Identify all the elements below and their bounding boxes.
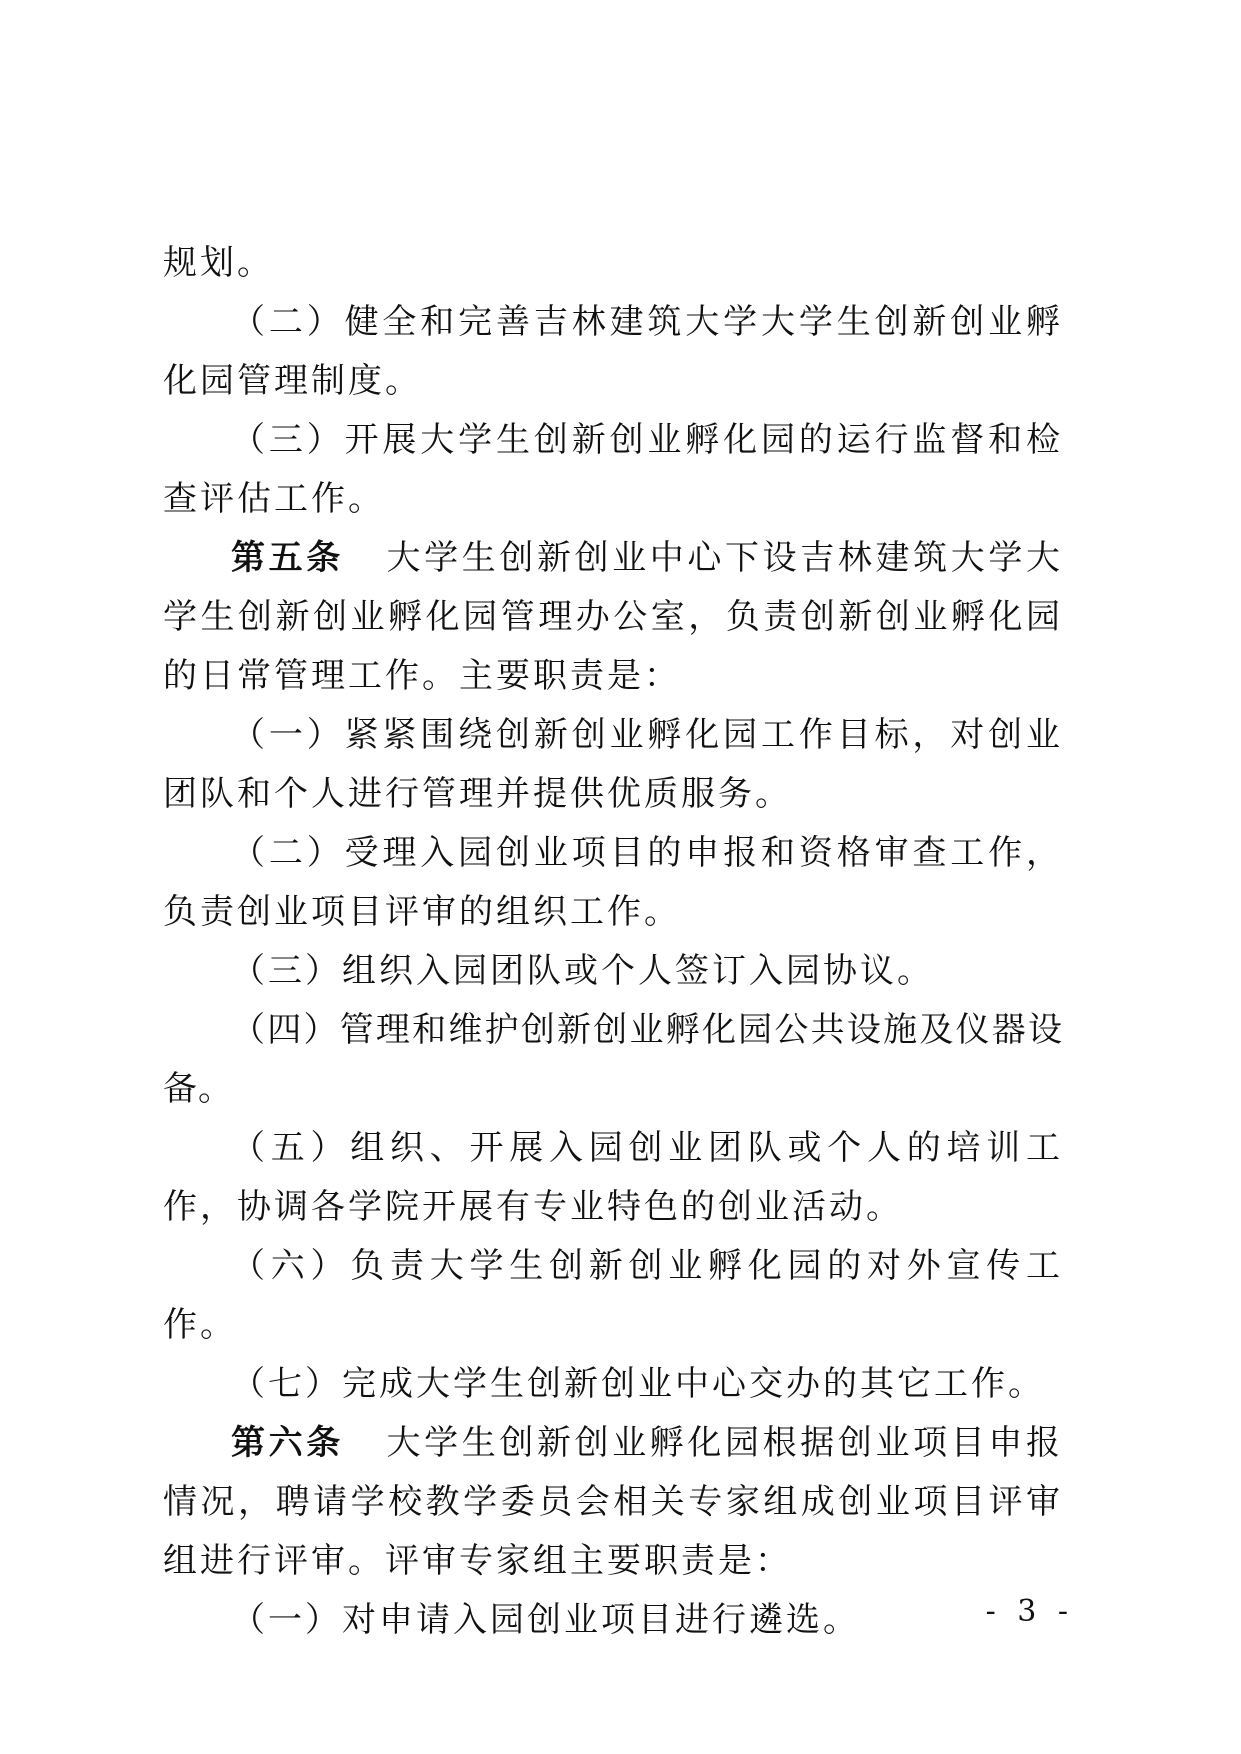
article-6	[163, 1414, 1063, 1591]
article-heading: 第六条	[231, 1423, 344, 1463]
page-number: - 3 -	[985, 1594, 1074, 1629]
paragraph-10	[163, 1237, 1063, 1355]
paragraph-11	[163, 1355, 1063, 1414]
article-5	[163, 529, 1063, 706]
paragraph-text: （二）受理入园创业项目的申报和资格审查工作，负责创业项目评审的组织工作。	[163, 833, 1063, 932]
paragraph-6	[163, 824, 1063, 942]
paragraph-text: （三）组织入园团队或个人签订入园协议。	[231, 951, 934, 991]
paragraph-2	[163, 293, 1063, 411]
paragraph-5	[163, 706, 1063, 824]
paragraph-text: （二）健全和完善吉林建筑大学大学生创新创业孵化园管理制度。	[163, 302, 1063, 401]
paragraph-8	[163, 1001, 1063, 1119]
article-text: 大学生创新创业孵化园根据创业项目申报情况，聘请学校教学委员会相关专家组成创业项目评审组进行评审。评审专家组主要职责是：	[163, 1423, 1064, 1581]
paragraph-13	[163, 1591, 1063, 1650]
paragraph-text: （六）负责大学生创新创业孵化园的对外宣传工作。	[163, 1246, 1063, 1345]
paragraph-text: （五）组织、开展入园创业团队或个人的培训工作，协调各学院开展有专业特色的创业活动。	[163, 1128, 1063, 1227]
paragraph-9	[163, 1119, 1063, 1237]
paragraph-text: （四）管理和维护创新创业孵化园公共设施及仪器设备。	[163, 1010, 1063, 1109]
article-heading: 第五条	[231, 538, 344, 578]
paragraph-text: （三）开展大学生创新创业孵化园的运行监督和检查评估工作。	[163, 420, 1063, 519]
article-text: 大学生创新创业中心下设吉林建筑大学大学生创新创业孵化园管理办公室，负责创新创业孵化园的日常管理工作。主要职责是：	[163, 538, 1064, 696]
paragraph-7	[163, 942, 1063, 1001]
paragraph-text: 规划。	[163, 243, 274, 283]
paragraph-text: （一）对申请入园创业项目进行遴选。	[231, 1600, 860, 1640]
paragraph-text: （一）紧紧围绕创新创业孵化园工作目标，对创业团队和个人进行管理并提供优质服务。	[163, 715, 1063, 814]
paragraph-3	[163, 411, 1063, 529]
paragraph-1	[163, 234, 1063, 293]
document-body	[163, 234, 1063, 1650]
paragraph-text: （七）完成大学生创新创业中心交办的其它工作。	[231, 1364, 1045, 1404]
